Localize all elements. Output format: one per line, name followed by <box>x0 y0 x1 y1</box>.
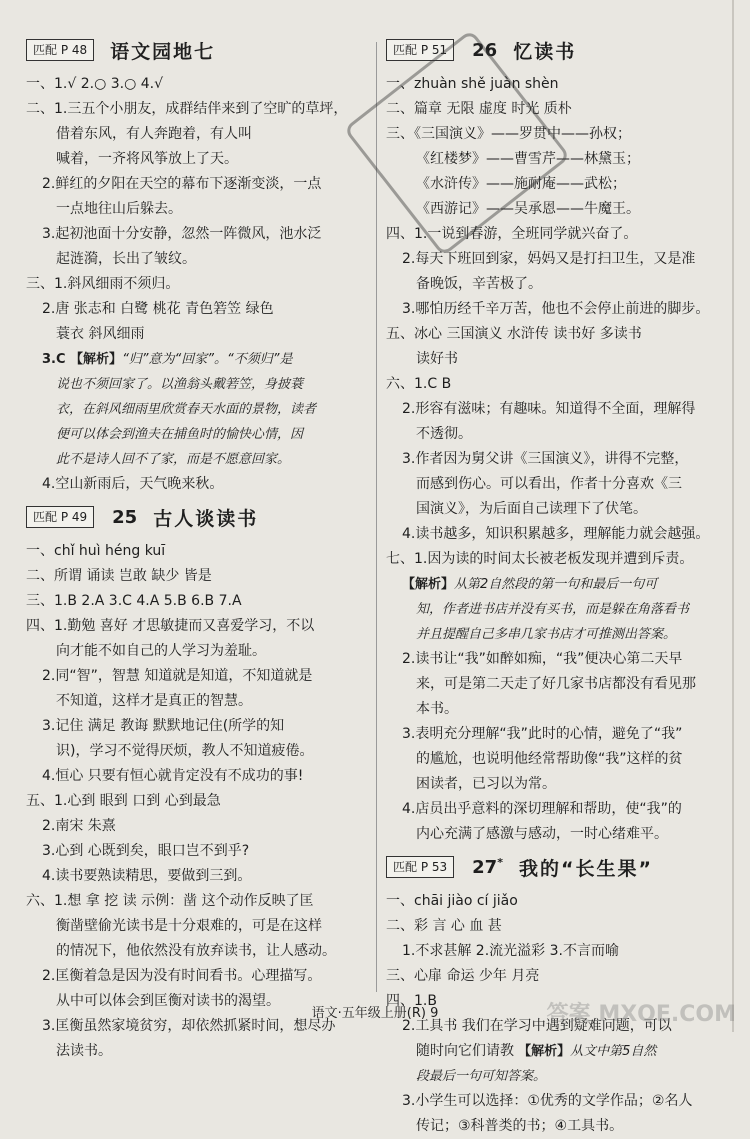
answer-line: 备晚饭，辛苦极了。 <box>416 276 542 292</box>
right-column <box>386 30 724 1139</box>
answer-line: 《红楼梦》——曹雪芹——林黛玉； <box>416 151 640 167</box>
answer-line: 1.不求甚解 2.流光溢彩 3.不言而喻 <box>402 943 619 959</box>
answer-line: 三、1.B 2.A 3.C 4.A 5.B 6.B 7.A <box>26 593 242 609</box>
answer-line: 读好书 <box>416 351 458 367</box>
answer-line: 2.同“智”，智慧 知道就是知道，不知道就是 <box>42 668 313 684</box>
answer-line: 传记；③科普类的书；④工具书。 <box>416 1118 624 1134</box>
section-header-p53 <box>386 849 724 885</box>
answer-line: 来，可是第二天走了好几家书店都没有看见那 <box>416 676 696 692</box>
analysis-note: 知，作者进书店并没有买书，而是躲在角落看书 <box>416 602 690 617</box>
answer-line: 四、1.一说到春游，全班同学就兴奋了。 <box>386 226 638 242</box>
answer-line: 3.表明充分理解“我”此时的心情，避免了“我” <box>402 726 683 742</box>
lesson-number: 25 <box>112 506 138 528</box>
answer-line: 衡凿壁偷光读书是十分艰难的，可是在这样 <box>56 918 322 934</box>
answer-line: 2.读书让“我”如醉如痴，“我”便决心第二天早 <box>402 651 683 667</box>
section-header-p48 <box>26 32 372 68</box>
answer-line: 喊着，一齐将风筝放上了天。 <box>56 151 238 167</box>
answer-line: 本书。 <box>416 701 458 717</box>
section-title: 忆读书 <box>513 40 577 63</box>
answer-line: 内心充满了感激与感动，一时心绪难平。 <box>416 826 668 842</box>
analysis-note: 此不是诗人回不了家，而是不愿意回家。 <box>56 452 291 467</box>
answer-line: 三、1.斜风细雨不须归。 <box>26 276 180 292</box>
analysis-note <box>26 347 372 372</box>
answer-line: 4.空山新雨后，天气晚来秋。 <box>42 476 224 492</box>
analysis-note: 段最后一句可知答案。 <box>416 1069 547 1084</box>
match-page-box: 匹配 P 48 <box>26 39 94 61</box>
answer-line: 三、心扉 命运 少年 月亮 <box>386 968 540 984</box>
answer-line: 国演义》，为后面自己读理下了伏笔。 <box>416 501 647 517</box>
answer-line: 4.读书越多，知识积累越多，理解能力就会越强。 <box>402 526 710 542</box>
analysis-note: 便可以体会到渔夫在捕鱼时的愉快心情，因 <box>56 427 304 442</box>
analysis-tag: 3.C 【解析】 <box>42 352 123 367</box>
answer-line: 二、所谓 诵读 岂敢 缺少 皆是 <box>26 568 212 584</box>
answer-line: 识)，学习不觉得厌烦，教人不知道疲倦。 <box>56 743 314 759</box>
answer-line: 五、1.心到 眼到 口到 心到最急 <box>26 793 221 809</box>
answer-line: 三、《三国演义》——罗贯中——孙权； <box>386 126 631 142</box>
answer-line: 2.南宋 朱熹 <box>42 818 116 834</box>
match-page-box: 匹配 P 51 <box>386 39 454 61</box>
answer-line: 向才能不如自己的人学习为羞耻。 <box>56 643 266 659</box>
answer-line: 的情况下，他依然没有放弃读书，让人感动。 <box>56 943 336 959</box>
answer-line: 六、1.C B <box>386 376 452 392</box>
answer-line: 不知道，这样才是真正的智慧。 <box>56 693 252 709</box>
answer-line: 3.作者因为舅父讲《三国演义》，讲得不完整， <box>402 451 689 467</box>
answer-line: 从中可以体会到匡衡对读书的渴望。 <box>56 993 280 1009</box>
answer-line: 3.小学生可以选择：①优秀的文学作品；②名人 <box>402 1093 693 1109</box>
analysis-tag: 【解析】 <box>518 1044 571 1059</box>
answer-line: 2.形容有滋味；有趣味。知道得不全面，理解得 <box>402 401 696 417</box>
answer-line: 二、彩 言 心 血 甚 <box>386 918 502 934</box>
column-divider <box>376 42 377 992</box>
answer-line: 3.匡衡虽然家境贫穷，却依然抓紧时间，想尽办 <box>42 1018 336 1034</box>
answer-line: 而感到伤心。可以看出，作者十分喜欢《三 <box>416 476 682 492</box>
answer-line: 借着东风，有人奔跑着，有人叫 <box>56 126 252 142</box>
answer-line: 2.鲜红的夕阳在天空的幕布下逐渐变淡，一点 <box>42 176 322 192</box>
lesson-number-value: 27 <box>472 857 498 878</box>
match-page-box: 匹配 P 53 <box>386 856 454 878</box>
page-edge <box>732 0 734 1032</box>
answer-line: 3.心到 心既到矣，眼口岂不到乎? <box>42 843 250 859</box>
section-title: 我的“长生果” <box>518 857 653 880</box>
analysis-note <box>514 1044 656 1059</box>
answer-line: 一、chāi jiào cí jiǎo <box>386 893 518 909</box>
match-page-box: 匹配 P 49 <box>26 506 94 528</box>
analysis-note: 说也不须回家了。以渔翁头戴箬笠，身披蓑 <box>56 377 304 392</box>
optional-lesson-mark: * <box>497 856 503 869</box>
answer-line: 4.店员出乎意料的深切理解和帮助，使“我”的 <box>402 801 682 817</box>
site-watermark: 答案 MXQE.COM <box>546 1002 736 1027</box>
answer-line <box>386 1039 724 1064</box>
answer-line: 一、chǐ huì héng kuī <box>26 543 166 559</box>
analysis-text: 从文中第5自然 <box>570 1044 657 1059</box>
analysis-text: “归”意为“回家”。“不须归”是 <box>122 352 293 367</box>
answer-line: 2.每天下班回到家，妈妈又是打扫卫生，又是准 <box>402 251 696 267</box>
answer-line: 《水浒传》——施耐庵——武松； <box>416 176 626 192</box>
answer-line: 2.唐 张志和 白鹭 桃花 青色箬笠 绿色 <box>42 301 274 317</box>
answer-line: 一、zhuàn shě juàn shèn <box>386 76 559 92</box>
answer-line: 一点地往山后躲去。 <box>56 201 182 217</box>
answer-line: 蓑衣 斜风细雨 <box>56 326 145 342</box>
answer-line: 法读书。 <box>56 1043 112 1059</box>
page-footer: 语文·五年级上册(R) 9 <box>311 1006 439 1021</box>
answer-line: 4.恒心 只要有恒心就肯定没有不成功的事! <box>42 768 304 784</box>
answer-line: 二、1.三五个小朋友，成群结伴来到了空旷的草坪， <box>26 101 348 117</box>
answer-line: 一、1.√ 2.○ 3.○ 4.√ <box>26 76 164 92</box>
answer-line: 四、1.勤勉 喜好 才思敏捷而又喜爱学习，不以 <box>26 618 315 634</box>
section-header-p49 <box>26 499 372 535</box>
answer-line: 的尴尬，也说明他经常帮助像“我”这样的贫 <box>416 751 683 767</box>
lesson-number: 26 <box>472 39 498 61</box>
section-title: 古人谈读书 <box>153 507 259 530</box>
answer-line: 4.读书要熟读精思，要做到三到。 <box>42 868 252 884</box>
answer-line: 五、冰心 三国演义 水浒传 读书好 多读书 <box>386 326 642 342</box>
answer-line: 2.工具书 我们在学习中遇到疑难问题，可以 <box>402 1018 672 1034</box>
section-title: 语文园地七 <box>110 40 216 63</box>
left-column <box>26 30 372 1064</box>
answer-line: 七、1.因为读的时间太长被老板发现并遭到斥责。 <box>386 551 694 567</box>
answer-line: 不透彻。 <box>416 426 472 442</box>
analysis-tag: 【解析】 <box>402 577 455 592</box>
answer-line: 起涟漪，长出了皱纹。 <box>56 251 196 267</box>
answer-line: 《西游记》——吴承恩——牛魔王。 <box>416 201 640 217</box>
analysis-note <box>386 572 724 597</box>
analysis-note: 并且提醒自己多串几家书店才可推测出答案。 <box>416 627 677 642</box>
section-header-p51 <box>386 32 724 68</box>
answer-line: 六、1.想 拿 挖 读 示例：凿 这个动作反映了匡 <box>26 893 314 909</box>
answer-line: 3.哪怕历经千辛万苦，他也不会停止前进的脚步。 <box>402 301 710 317</box>
answer-line: 困读者，已习以为常。 <box>416 776 556 792</box>
answer-line: 四、1.B <box>386 993 437 1009</box>
answer-line: 2.匡衡着急是因为没有时间看书。心理描写。 <box>42 968 322 984</box>
answer-text: 随时向它们请教 <box>416 1043 514 1059</box>
answer-line: 3.起初池面十分安静，忽然一阵微风，池水泛 <box>42 226 322 242</box>
analysis-text: 从第2自然段的第一句和最后一句可 <box>454 577 658 592</box>
lesson-number <box>472 856 503 878</box>
answer-line: 二、篇章 无限 虚度 时光 质朴 <box>386 101 572 117</box>
answer-line: 3.记住 满足 教诲 默默地记住(所学的知 <box>42 718 285 734</box>
analysis-note: 衣，在斜风细雨里欣赏春天水面的景物，读者 <box>56 402 317 417</box>
answer-page <box>12 30 732 1134</box>
